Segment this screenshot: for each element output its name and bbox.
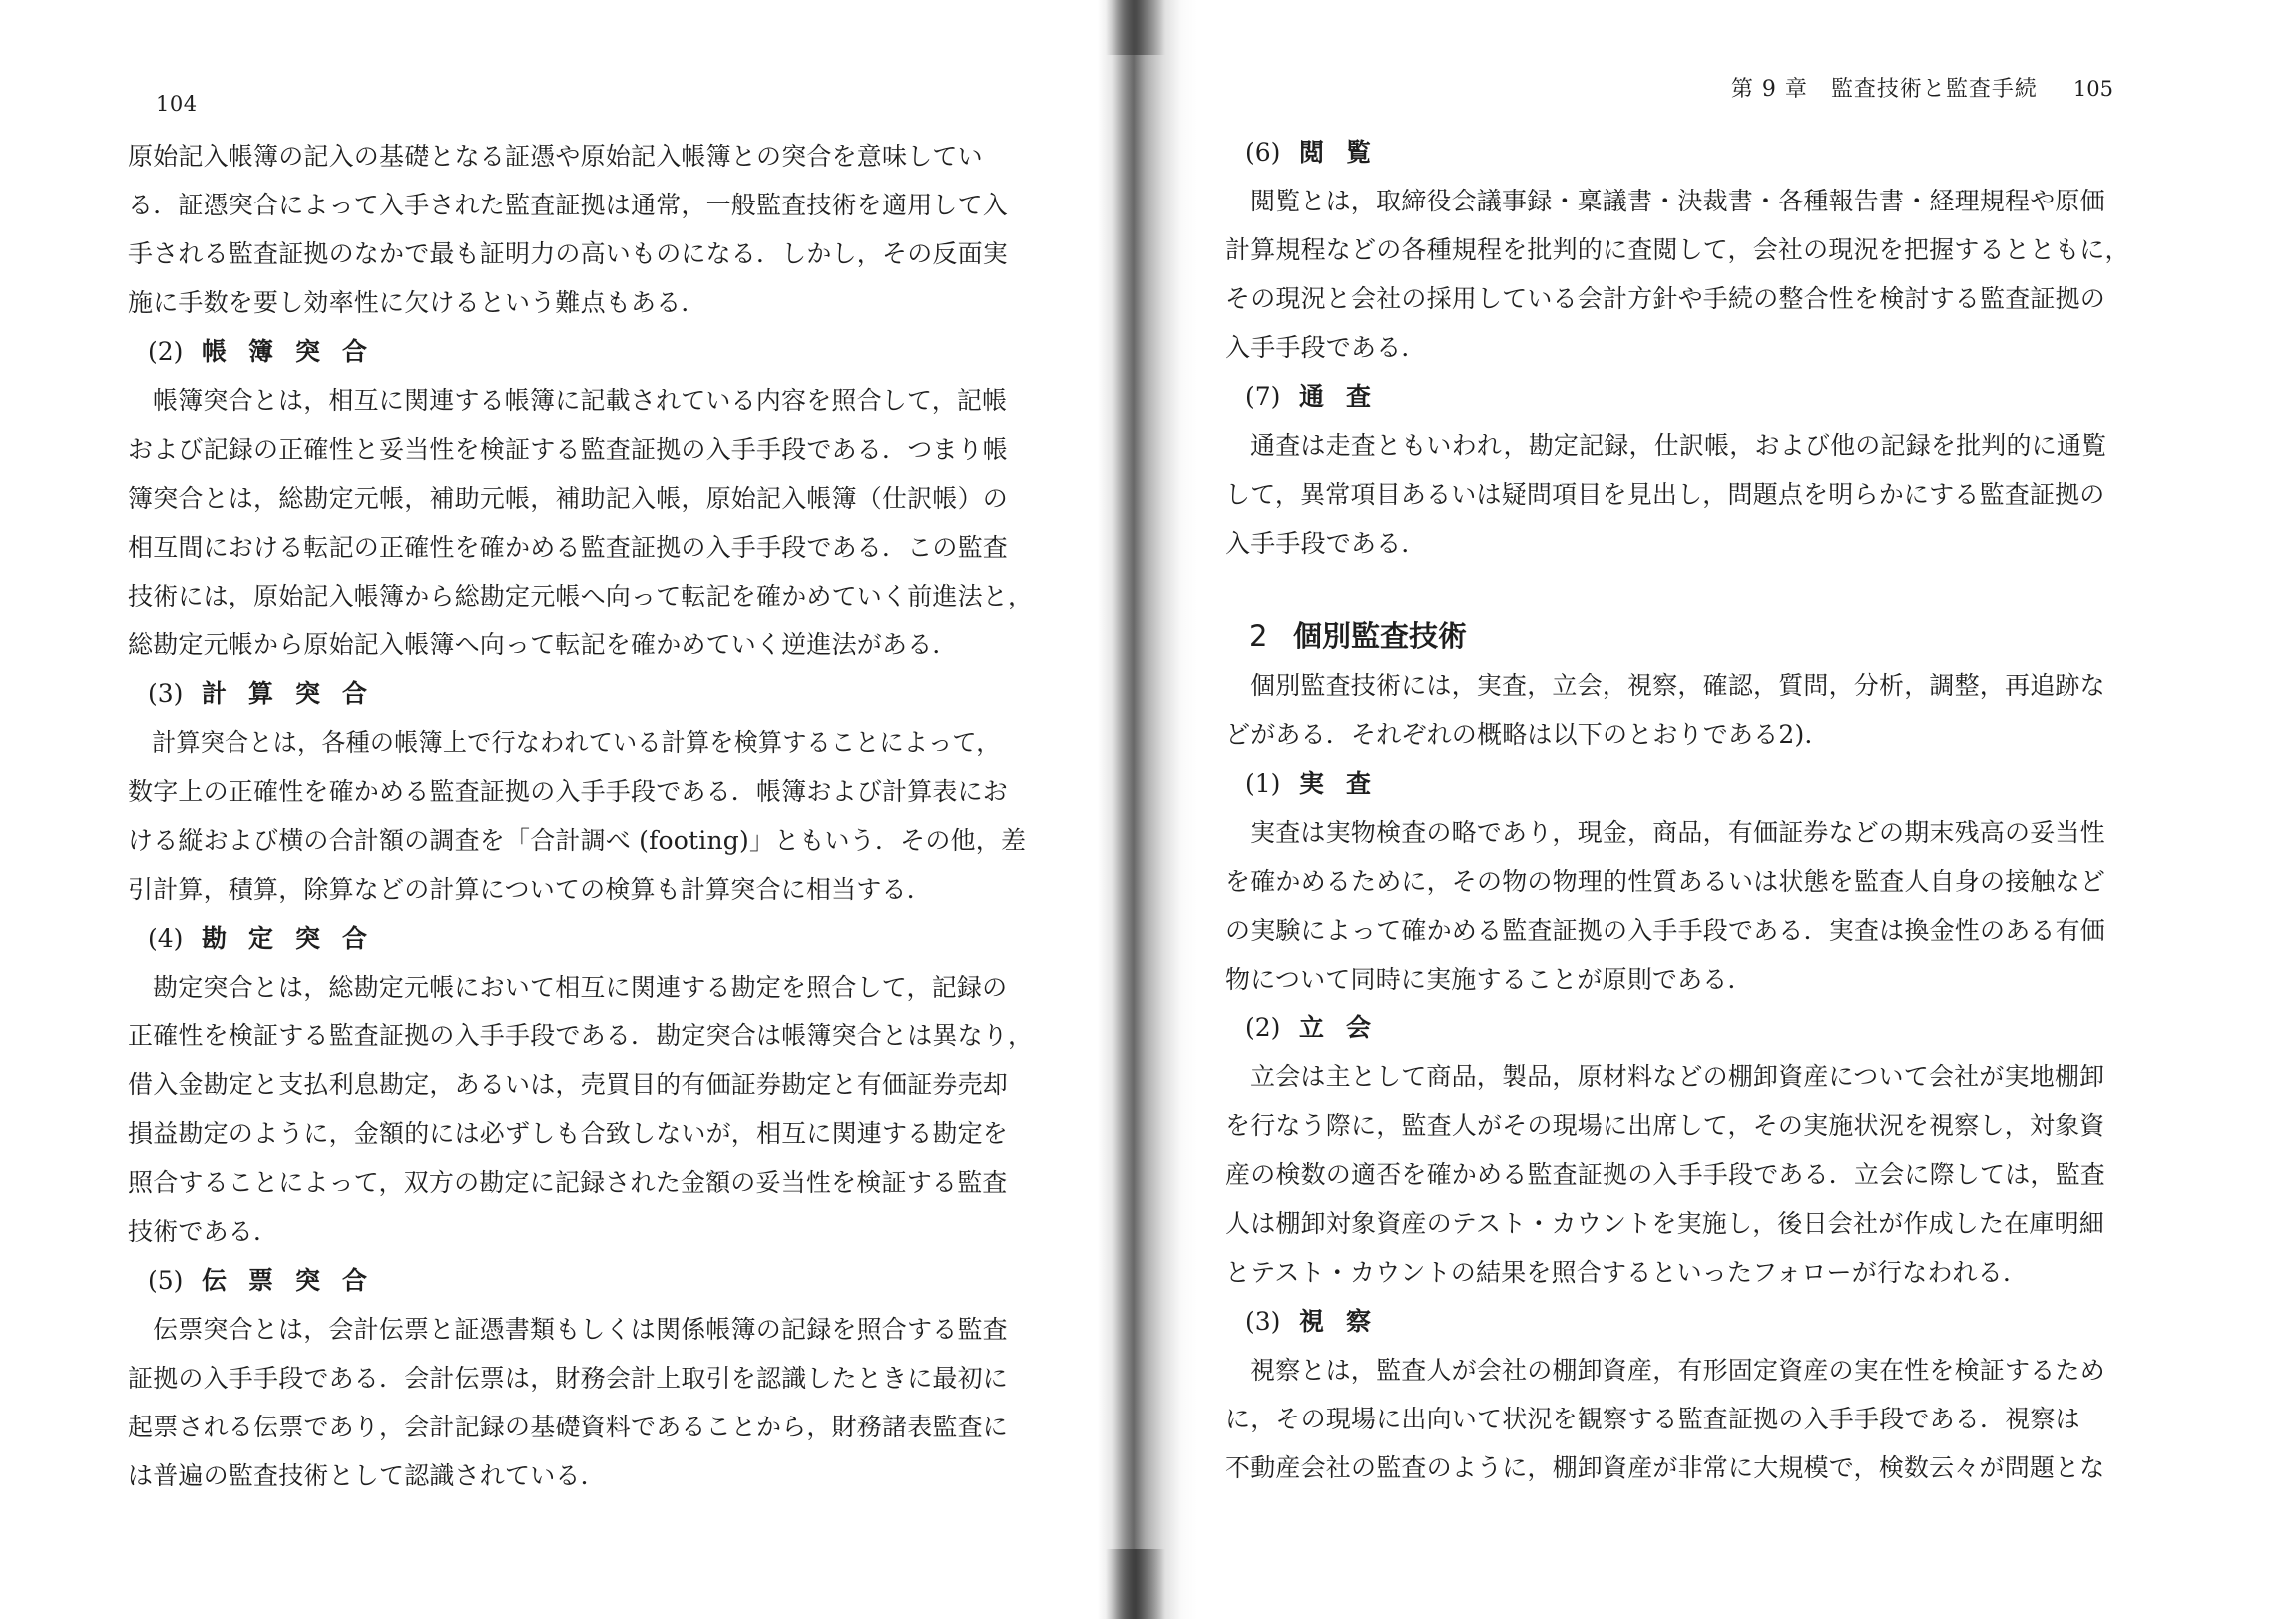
text-line: は普遍の監査技術として認識されている． (128, 1461, 606, 1490)
text-line: る．証憑突合によって入手された監査証拠は通常，一般監査技術を適用して入 (128, 191, 1009, 219)
paragraph (1225, 1346, 2123, 1492)
text-line: とテスト・カウントの結果を照合するといったフォローが行なわれる． (1225, 1258, 2029, 1287)
subsection-heading (1225, 759, 2123, 808)
text-line: 視察とは，監査人が会社の棚卸資産，有形固定資産の実在性を検証するため (1250, 1356, 2105, 1385)
subsection-heading (128, 327, 1026, 376)
subsection-heading (1225, 372, 2123, 421)
text-line: 技術には，原始記入帳簿から総勘定元帳へ向って転記を確かめていく前進法と， (128, 582, 1034, 610)
text-line: 手される監査証拠のなかで最も証明力の高いものになる．しかし，その反面実 (128, 239, 1009, 268)
subsection-number: (2) (148, 337, 184, 366)
text-line: どがある．それぞれの概略は以下のとおりである2)． (1225, 720, 1830, 749)
text-line: して，異常項目あるいは疑問項目を見出し，問題点を明らかにする監査証拠の (1225, 480, 2105, 509)
text-line: 通査は走査ともいわれ，勘定記録，仕訳帳，および他の記録を批判的に通覧 (1250, 431, 2107, 460)
section-number: 2 (1249, 619, 1268, 653)
right-page (1225, 0, 2130, 1619)
paragraph-continued (128, 132, 1026, 327)
subsection-title: 立会 (1299, 1013, 1394, 1042)
text-line: 帳簿突合とは，相互に関連する帳簿に記載されている内容を照合して，記帳 (153, 386, 1008, 415)
book-gutter-shadow (1098, 0, 1197, 1619)
text-line: および記録の正確性と妥当性を検証する監査証拠の入手手段である．つまり帳 (128, 435, 1009, 464)
text-line: ける縦および横の合計額の調査を「合計調べ (footing)」ともいう．その他，差 (128, 826, 1027, 855)
gutter-bottom-shadow (1106, 1549, 1165, 1619)
text-line: 不動産会社の監査のように，棚卸資産が非常に大規模で，検数云々が問題とな (1225, 1453, 2105, 1482)
paragraph (128, 376, 1034, 669)
text-line: 原始記入帳簿の記入の基礎となる証憑や原始記入帳簿との突合を意味してい (128, 142, 983, 171)
left-page-number: 104 (156, 92, 198, 116)
text-line: に，その現場に出向いて状況を観察する監査証拠の入手手段である．視察は (1225, 1405, 2080, 1433)
text-line: 人は棚卸対象資産のテスト・カウントを実施し，後日会社が作成した在庫明細 (1225, 1209, 2105, 1238)
paragraph (1225, 808, 2123, 1004)
subsection-title: 通査 (1299, 382, 1394, 411)
text-line: 借入金勘定と支払利息勘定，あるいは，売買目的有価証券勘定と有価証券売却 (128, 1070, 1009, 1099)
subsection-heading (128, 1256, 1026, 1305)
paragraph (1225, 1052, 2123, 1297)
subsection-number: (3) (148, 679, 184, 708)
paragraph (1225, 421, 2123, 568)
left-page-body (128, 132, 1034, 1500)
text-line: 証拠の入手手段である．会計伝票は，財務会計上取引を認識したときに最初に (128, 1364, 1009, 1393)
subsection-number: (5) (148, 1266, 184, 1295)
text-line: 勘定突合とは，総勘定元帳において相互に関連する勘定を照合して，記録の (153, 973, 1008, 1002)
text-line: 簿突合とは，総勘定元帳，補助元帳，補助記入帳，原始記入帳簿（仕訳帳）の (128, 484, 1009, 513)
text-line: 入手手段である． (1225, 333, 1427, 362)
text-line: を確かめるために，その物の物理的性質あるいは状態を監査人自身の接触など (1225, 867, 2106, 896)
paragraph (128, 963, 1034, 1256)
left-page (128, 0, 1034, 1619)
text-line: を行なう際に，監査人がその現場に出席して，その実施状況を視察し，対象資 (1225, 1111, 2105, 1140)
subsection-heading (128, 914, 1026, 963)
paragraph (128, 718, 1026, 914)
subsection-number: (4) (148, 924, 184, 953)
text-line: 損益勘定のように，金額的には必ずしも合致しないが，相互に関連する勘定を (128, 1119, 1009, 1148)
subsection-title: 視察 (1299, 1307, 1394, 1336)
subsection-number: (1) (1245, 769, 1281, 798)
gutter-top-shadow (1106, 0, 1165, 55)
text-line: 技術である． (128, 1217, 279, 1246)
subsection-heading (1225, 1004, 2123, 1052)
subsection-heading (1225, 128, 2123, 177)
paragraph (128, 1305, 1026, 1500)
text-line: 数字上の正確性を確かめる監査証拠の入手手段である．帳簿および計算表にお (128, 777, 1009, 806)
text-line: 物について同時に実施することが原則である． (1225, 965, 1753, 994)
subsection-number: (6) (1245, 138, 1281, 167)
text-line: 計算規程などの各種規程を批判的に査閲して，会社の現況を把握するとともに， (1225, 235, 2130, 264)
section-title: 個別監査技術 (1293, 619, 1468, 653)
paragraph (1225, 661, 2123, 759)
subsection-number: (2) (1245, 1013, 1281, 1042)
text-line: 総勘定元帳から原始記入帳簿へ向って転記を確かめていく逆進法がある． (128, 630, 958, 659)
subsection-heading (128, 669, 1026, 718)
subsection-number: (7) (1245, 382, 1281, 411)
text-line: 入手手段である． (1225, 529, 1427, 558)
text-line: 相互間における転記の正確性を確かめる監査証拠の入手手段である．この監査 (128, 533, 1009, 562)
text-line: 個別監査技術には，実査，立会，視察，確認，質問，分析，調整，再追跡な (1250, 671, 2105, 700)
paragraph (1225, 177, 2130, 372)
text-line: 照合することによって，双方の勘定に記録された金額の妥当性を検証する監査 (128, 1168, 1008, 1197)
subsection-title: 実査 (1299, 769, 1394, 798)
subsection-title: 帳簿突合 (202, 337, 390, 366)
text-line: の実験によって確かめる監査証拠の入手手段である．実査は換金性のある有価 (1225, 916, 2106, 945)
subsection-title: 勘定突合 (202, 924, 390, 953)
text-line: 正確性を検証する監査証拠の入手手段である．勘定突合は帳簿突合とは異なり， (128, 1021, 1034, 1050)
text-line: 起票される伝票であり，会計記録の基礎資料であることから，財務諸表監査に (128, 1413, 1009, 1441)
subsection-title: 計算突合 (202, 679, 390, 708)
running-head (1731, 72, 2113, 103)
text-line: 立会は主として商品，製品，原材料などの棚卸資産について会社が実地棚卸 (1250, 1062, 2105, 1091)
subsection-title: 伝票突合 (202, 1266, 390, 1295)
right-page-body (1225, 128, 2130, 1492)
text-line: 実査は実物検査の略であり，現金，商品，有価証券などの期末残高の妥当性 (1250, 818, 2105, 847)
text-line: 産の検数の適否を確かめる監査証拠の入手手段である．立会に際しては，監査 (1225, 1160, 2106, 1189)
text-line: 引計算，積算，除算などの計算についての検算も計算突合に相当する． (128, 875, 932, 904)
subsection-heading (1225, 1297, 2123, 1346)
text-line: その現況と会社の採用している会計方針や手続の整合性を検討する監査証拠の (1225, 284, 2106, 313)
text-line: 伝票突合とは，会計伝票と証憑書類もしくは関係帳簿の記録を照合する監査 (153, 1315, 1008, 1344)
text-line: 計算突合とは，各種の帳簿上で行なわれている計算を検算することによって， (152, 728, 1001, 757)
right-page-number: 105 (2072, 77, 2113, 101)
subsection-number: (3) (1245, 1307, 1281, 1336)
running-head-title: 第 9 章 監査技術と監査手続 (1730, 77, 2038, 102)
section-heading (1225, 612, 2123, 661)
text-line: 閲覧とは，取締役会議事録・稟議書・決裁書・各種報告書・経理規程や原価 (1250, 187, 2105, 215)
text-line: 施に手数を要し効率性に欠けるという難点もある． (128, 288, 706, 317)
subsection-title: 閲覧 (1299, 138, 1394, 167)
